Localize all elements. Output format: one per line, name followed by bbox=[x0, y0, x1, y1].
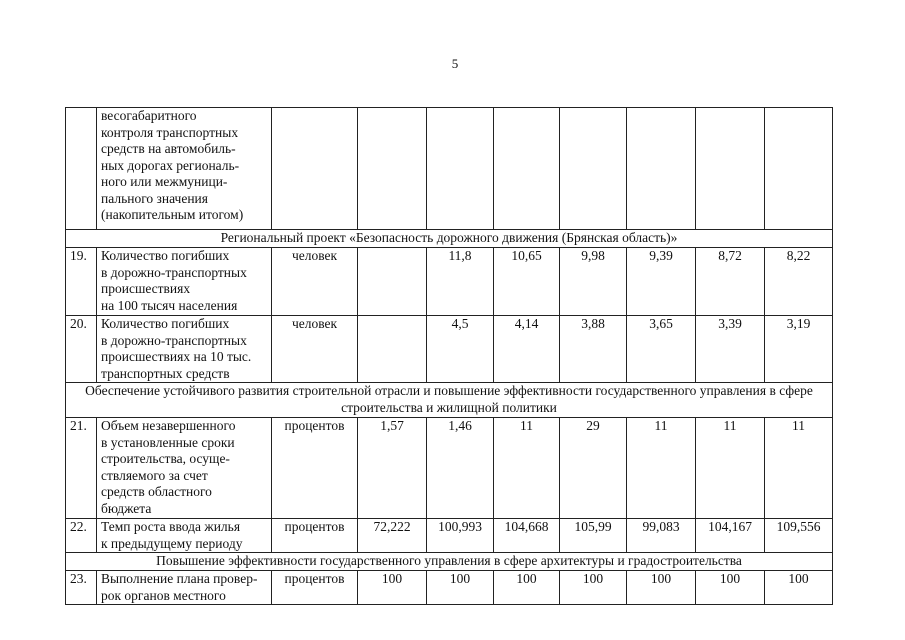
table-row-21 bbox=[66, 418, 833, 519]
value-cell: 11 bbox=[696, 418, 765, 519]
value-cell: 99,083 bbox=[627, 519, 696, 553]
table-row-19 bbox=[66, 248, 833, 316]
value-cell: 8,72 bbox=[696, 248, 765, 316]
unit-cell: процентов bbox=[272, 571, 358, 605]
section-header-row bbox=[66, 230, 833, 248]
table-row-23 bbox=[66, 571, 833, 605]
value-cell: 9,39 bbox=[627, 248, 696, 316]
value-cell: 1,46 bbox=[427, 418, 494, 519]
value-cell: 105,99 bbox=[560, 519, 627, 553]
value-cell: 109,556 bbox=[765, 519, 833, 553]
section-title: Региональный проект «Безопасность дорожного движения (Брянская область)» bbox=[66, 230, 833, 248]
value-cell: 9,98 bbox=[560, 248, 627, 316]
value-cell: 100 bbox=[696, 571, 765, 605]
row-number-cell bbox=[66, 108, 97, 230]
value-cell: 104,167 bbox=[696, 519, 765, 553]
row-number: 23. bbox=[66, 571, 97, 605]
indicator-name-cell: Количество погибших в дорожно-транспортных происшествиях на 100 тысяч населения bbox=[97, 248, 272, 316]
table-row-continuation bbox=[66, 108, 833, 230]
value-cell: 100,993 bbox=[427, 519, 494, 553]
indicator-name-cell: весогабаритного контроля транспортных средств на автомобиль- ных дорогах региональ- ного или межмуници- пального значения (накопительным итогом) bbox=[97, 108, 272, 230]
value-cell bbox=[494, 108, 560, 230]
value-cell: 3,88 bbox=[560, 316, 627, 383]
indicator-name-cell: Темп роста ввода жилья к предыдущему периоду bbox=[97, 519, 272, 553]
unit-cell: человек bbox=[272, 248, 358, 316]
unit-cell bbox=[272, 108, 358, 230]
value-cell: 10,65 bbox=[494, 248, 560, 316]
value-cell: 3,19 bbox=[765, 316, 833, 383]
section-header-row bbox=[66, 553, 833, 571]
indicator-name-cell: Количество погибших в дорожно-транспортных происшествиях на 10 тыс. транспортных средств bbox=[97, 316, 272, 383]
value-cell: 1,57 bbox=[358, 418, 427, 519]
value-cell bbox=[560, 108, 627, 230]
value-cell bbox=[627, 108, 696, 230]
unit-cell: человек bbox=[272, 316, 358, 383]
indicators-table bbox=[65, 107, 833, 605]
value-cell bbox=[696, 108, 765, 230]
section-title: Повышение эффективности государственного управления в сфере архитектуры и градостроительства bbox=[66, 553, 833, 571]
indicator-name-cell: Выполнение плана провер- рок органов местного bbox=[97, 571, 272, 605]
row-number: 21. bbox=[66, 418, 97, 519]
table-row-20 bbox=[66, 316, 833, 383]
value-cell bbox=[427, 108, 494, 230]
value-cell: 72,222 bbox=[358, 519, 427, 553]
row-number: 20. bbox=[66, 316, 97, 383]
unit-cell: процентов bbox=[272, 519, 358, 553]
value-cell bbox=[358, 108, 427, 230]
value-cell: 100 bbox=[765, 571, 833, 605]
value-cell bbox=[765, 108, 833, 230]
section-header-row bbox=[66, 383, 833, 418]
value-cell: 100 bbox=[427, 571, 494, 605]
value-cell bbox=[358, 248, 427, 316]
value-cell: 11 bbox=[627, 418, 696, 519]
value-cell: 100 bbox=[560, 571, 627, 605]
value-cell: 4,5 bbox=[427, 316, 494, 383]
value-cell: 104,668 bbox=[494, 519, 560, 553]
value-cell: 11 bbox=[494, 418, 560, 519]
row-number: 19. bbox=[66, 248, 97, 316]
value-cell: 3,65 bbox=[627, 316, 696, 383]
value-cell bbox=[358, 316, 427, 383]
section-title: Обеспечение устойчивого развития строительной отрасли и повышение эффективности государственного управления в сфере строительства и жилищной политики bbox=[66, 383, 833, 418]
value-cell: 8,22 bbox=[765, 248, 833, 316]
value-cell: 11,8 bbox=[427, 248, 494, 316]
value-cell: 100 bbox=[494, 571, 560, 605]
row-number: 22. bbox=[66, 519, 97, 553]
unit-cell: процентов bbox=[272, 418, 358, 519]
table-row-22 bbox=[66, 519, 833, 553]
value-cell: 11 bbox=[765, 418, 833, 519]
value-cell: 29 bbox=[560, 418, 627, 519]
value-cell: 3,39 bbox=[696, 316, 765, 383]
indicator-name-cell: Объем незавершенного в установленные сроки строительства, осуще- ствляемого за счет средств областного бюджета bbox=[97, 418, 272, 519]
value-cell: 4,14 bbox=[494, 316, 560, 383]
value-cell: 100 bbox=[358, 571, 427, 605]
value-cell: 100 bbox=[627, 571, 696, 605]
page-number: 5 bbox=[451, 56, 459, 71]
